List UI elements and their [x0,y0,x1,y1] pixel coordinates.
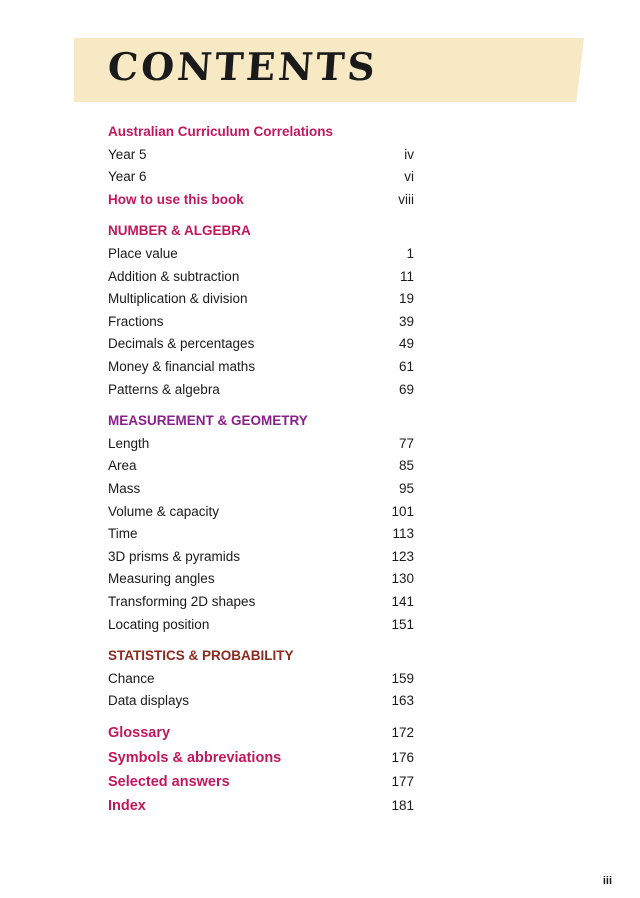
toc-heading [108,191,414,209]
toc-label: Year 6 [108,169,147,184]
toc-entry [108,593,414,611]
toc-page-number: viii [398,192,414,207]
toc-page-number: 172 [391,725,414,740]
toc-entry [108,245,414,263]
toc-page-number: 177 [391,774,414,789]
toc-entry [108,616,414,634]
toc-label: Multiplication & division [108,291,248,306]
toc-page-number: 101 [391,504,414,519]
toc-heading [108,412,414,430]
toc-label: Selected answers [108,774,230,790]
toc-page-number: 141 [391,594,414,609]
toc-page-number: 176 [391,750,414,765]
toc-label: Index [108,798,146,814]
toc-page-number: 159 [391,671,414,686]
toc-label: Area [108,458,137,473]
toc-entry [108,692,414,710]
toc-entry [108,358,414,376]
toc-entry [108,457,414,475]
toc-page-number: 163 [391,693,414,708]
toc-entry [108,548,414,566]
toc-label: Mass [108,481,141,496]
toc-page-number: 49 [398,336,414,351]
toc-page-number: 69 [398,382,414,397]
toc-label: How to use this book [108,192,244,207]
toc-heading [108,123,414,141]
toc-label: Money & financial maths [108,359,256,374]
toc-label: Fractions [108,314,164,329]
toc-label: Addition & subtraction [108,269,240,284]
toc-heading [108,222,414,240]
toc-page-number: iv [404,147,414,162]
toc-page-number: 130 [391,571,414,586]
toc-label: Data displays [108,693,190,708]
toc-label: Volume & capacity [108,504,220,519]
toc-label: Australian Curriculum Correlations [108,124,334,139]
toc-label: Length [108,436,150,451]
toc-label: Decimals & percentages [108,336,255,351]
toc-label: 3D prisms & pyramids [108,549,241,564]
toc-heading [108,749,414,767]
toc-page-number: 1 [406,246,414,261]
toc-page-number: 85 [398,458,414,473]
toc-heading [108,773,414,791]
toc-entry [108,290,414,308]
toc-entry [108,525,414,543]
toc-label: Year 5 [108,147,147,162]
toc-label: Symbols & abbreviations [108,750,282,766]
toc-label: Transforming 2D shapes [108,594,256,609]
toc-label: Locating position [108,617,210,632]
toc-page-number: 39 [398,314,414,329]
toc-label: Chance [108,671,155,686]
toc-heading [108,724,414,742]
toc-page-number: 113 [392,526,414,541]
toc-label: Place value [108,246,178,261]
toc-heading [108,797,414,815]
toc-entry [108,480,414,498]
toc-page-number: 151 [391,617,414,632]
toc-entry [108,435,414,453]
toc-label: Time [108,526,138,541]
toc-entry [108,146,414,164]
toc-page-number: 61 [398,359,414,374]
toc-page-number: 181 [391,798,414,813]
page-number: iii [602,875,612,887]
toc-label: STATISTICS & PROBABILITY [108,648,294,663]
toc-entry [108,503,414,521]
page-title: CONTENTS [106,44,380,89]
toc-label: Glossary [108,725,171,741]
toc-entry [108,168,414,186]
toc-entry [108,313,414,331]
toc-page-number: 123 [391,549,414,564]
toc-label: Measuring angles [108,571,215,586]
toc-entry [108,670,414,688]
toc-page-number: 19 [398,291,414,306]
toc-page-number: 11 [399,269,414,284]
toc-page-number: 95 [398,481,414,496]
toc-entry [108,268,414,286]
toc-heading [108,647,414,665]
toc-label: NUMBER & ALGEBRA [108,223,251,238]
toc-label: MEASUREMENT & GEOMETRY [108,413,308,428]
toc-page-number: 77 [398,436,414,451]
toc-entry [108,335,414,353]
toc-entry [108,570,414,588]
toc-entry [108,381,414,399]
toc-page-number: vi [404,169,414,184]
toc-label: Patterns & algebra [108,382,220,397]
